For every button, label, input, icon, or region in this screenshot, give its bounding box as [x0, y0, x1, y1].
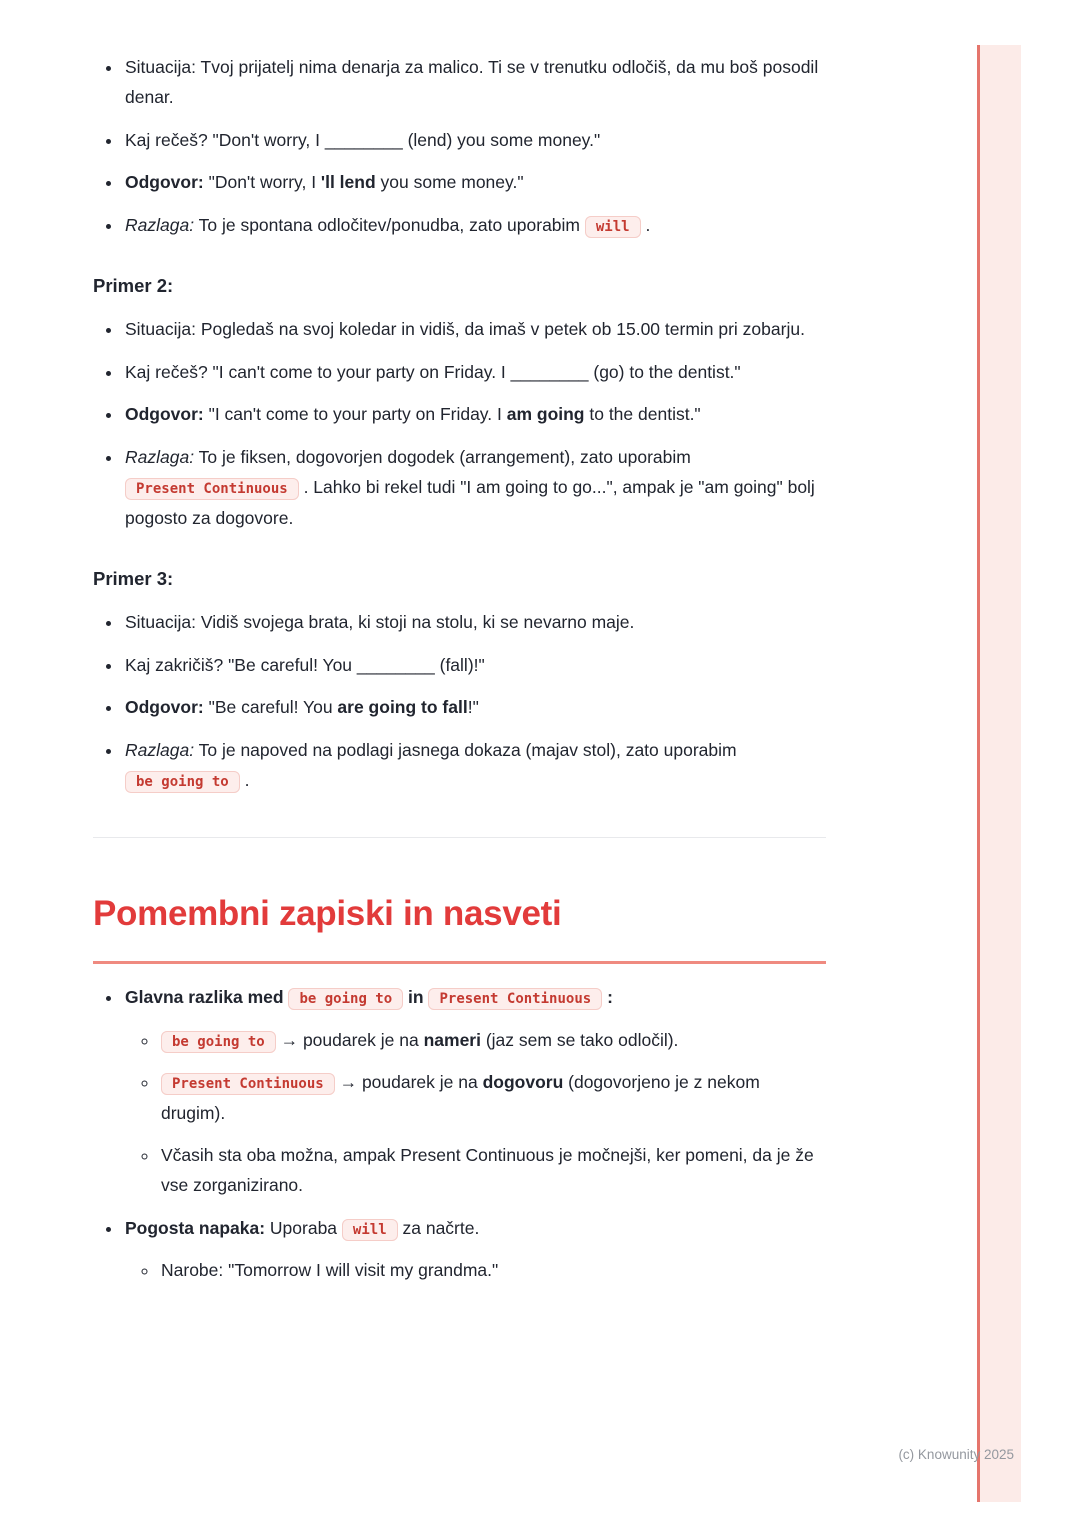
sub-list-item — [159, 1255, 826, 1285]
text-run: Včasih sta oba možna, ampak Present Continuous je močnejši, ker pomeni, da je že vse zorganizirano. — [161, 1145, 814, 1196]
bold-text: am going — [506, 404, 585, 425]
code-badge: be going to — [161, 1031, 276, 1053]
list-item — [123, 52, 826, 113]
code-badge: Present Continuous — [161, 1073, 335, 1095]
text-run: Uporaba — [265, 1217, 342, 1238]
code-badge: be going to — [288, 988, 403, 1010]
list-item — [123, 357, 826, 387]
list-item — [123, 982, 826, 1201]
bullet-list — [93, 314, 826, 533]
list-item — [123, 210, 826, 240]
list-item — [123, 314, 826, 344]
notes-title: Pomembni zapiski in nasveti — [93, 884, 826, 964]
text-run: !" — [467, 697, 479, 718]
bullet-list — [93, 607, 826, 795]
text-run: "I can't come to your party on Friday. I — [203, 404, 507, 425]
bullet-list — [93, 982, 826, 1286]
text-run: . Lahko bi rekel tudi "I am going to go...", ampak je "am going" bolj pogosto za dogovore. — [125, 477, 815, 528]
bold-text: Odgovor: — [125, 172, 204, 193]
text-run: → poudarek je na — [334, 1072, 483, 1093]
text-run: Kaj zakričiš? "Be careful! You ________ (fall)!" — [125, 654, 485, 675]
text-run: To je fiksen, dogovorjen dogodek (arrangement), zato uporabim — [194, 446, 691, 467]
code-badge: Present Continuous — [125, 478, 299, 500]
text-run: (dogovorjeno je z nekom drugim). — [161, 1072, 760, 1123]
list-item — [123, 692, 826, 722]
bold-text: Odgovor: — [125, 697, 204, 718]
side-highlight-strip — [977, 45, 1021, 1502]
section-subheading: Primer 2: — [93, 275, 174, 297]
code-badge: will — [585, 216, 641, 238]
document-body — [93, 40, 826, 1312]
list-item — [123, 167, 826, 197]
text-run: Situacija: Tvoj prijatelj nima denarja za malico. Ti se v trenutku odločiš, da mu boš posodil denar. — [125, 57, 819, 108]
text-run: to the dentist." — [584, 404, 701, 425]
sub-bullet-list — [125, 1255, 826, 1285]
italic-text: Razlaga: — [125, 214, 195, 235]
text-run: za načrte. — [397, 1217, 480, 1238]
italic-text: Razlaga: — [125, 739, 195, 760]
list-item — [123, 607, 826, 637]
bold-text: : — [607, 987, 613, 1008]
text-run: Narobe: "Tomorrow I will visit my grandma." — [161, 1260, 499, 1281]
text-run: Situacija: Vidiš svojega brata, ki stoji na stolu, ki se nevarno maje. — [125, 612, 635, 633]
text-run: "Be careful! You — [203, 697, 338, 718]
bold-text: in — [408, 987, 424, 1008]
text-run: "Don't worry, I — [203, 172, 321, 193]
list-item — [123, 442, 826, 533]
list-item — [123, 735, 826, 796]
section-subheading: Primer 3: — [93, 568, 174, 589]
text-run: Kaj rečeš? "I can't come to your party on Friday. I ________ (go) to the dentist." — [125, 361, 741, 382]
text-run: (jaz sem se tako odločil). — [480, 1029, 679, 1050]
list-item — [123, 650, 826, 680]
italic-text: Razlaga: — [125, 446, 195, 467]
bold-text: are going to fall — [337, 697, 468, 718]
sub-list-item — [159, 1140, 826, 1201]
text-run: To je napoved na podlagi jasnega dokaza (majav stol), zato uporabim — [194, 739, 737, 760]
text-run: Situacija: Pogledaš na svoj koledar in vidiš, da imaš v petek ob 15.00 termin pri zobarju. — [125, 319, 805, 340]
text-run: . — [239, 769, 250, 790]
code-badge: be going to — [125, 771, 240, 793]
bullet-list — [93, 52, 826, 240]
text-run: To je spontana odločitev/ponudba, zato uporabim — [194, 214, 585, 235]
footer-credit: (c) Knowunity 2025 — [898, 1447, 1014, 1462]
bold-text: nameri — [423, 1029, 481, 1050]
section-divider — [93, 837, 826, 838]
text-run: → poudarek je na — [275, 1029, 424, 1050]
sub-list-item — [159, 1025, 826, 1055]
text-run: . — [640, 214, 651, 235]
list-item — [123, 399, 826, 429]
code-badge: Present Continuous — [428, 988, 602, 1010]
text-run: you some money." — [375, 172, 524, 193]
bold-text: Glavna razlika med — [125, 987, 284, 1008]
sub-bullet-list — [125, 1025, 826, 1201]
bold-text: Pogosta napaka: — [125, 1217, 266, 1238]
bold-text: dogovoru — [482, 1072, 564, 1093]
list-item — [123, 1213, 826, 1286]
bold-text: 'll lend — [320, 172, 376, 193]
bold-text: Odgovor: — [125, 404, 204, 425]
list-item — [123, 125, 826, 155]
code-badge: will — [342, 1219, 398, 1241]
text-run: Kaj rečeš? "Don't worry, I ________ (lend) you some money." — [125, 129, 601, 150]
sub-list-item — [159, 1067, 826, 1128]
